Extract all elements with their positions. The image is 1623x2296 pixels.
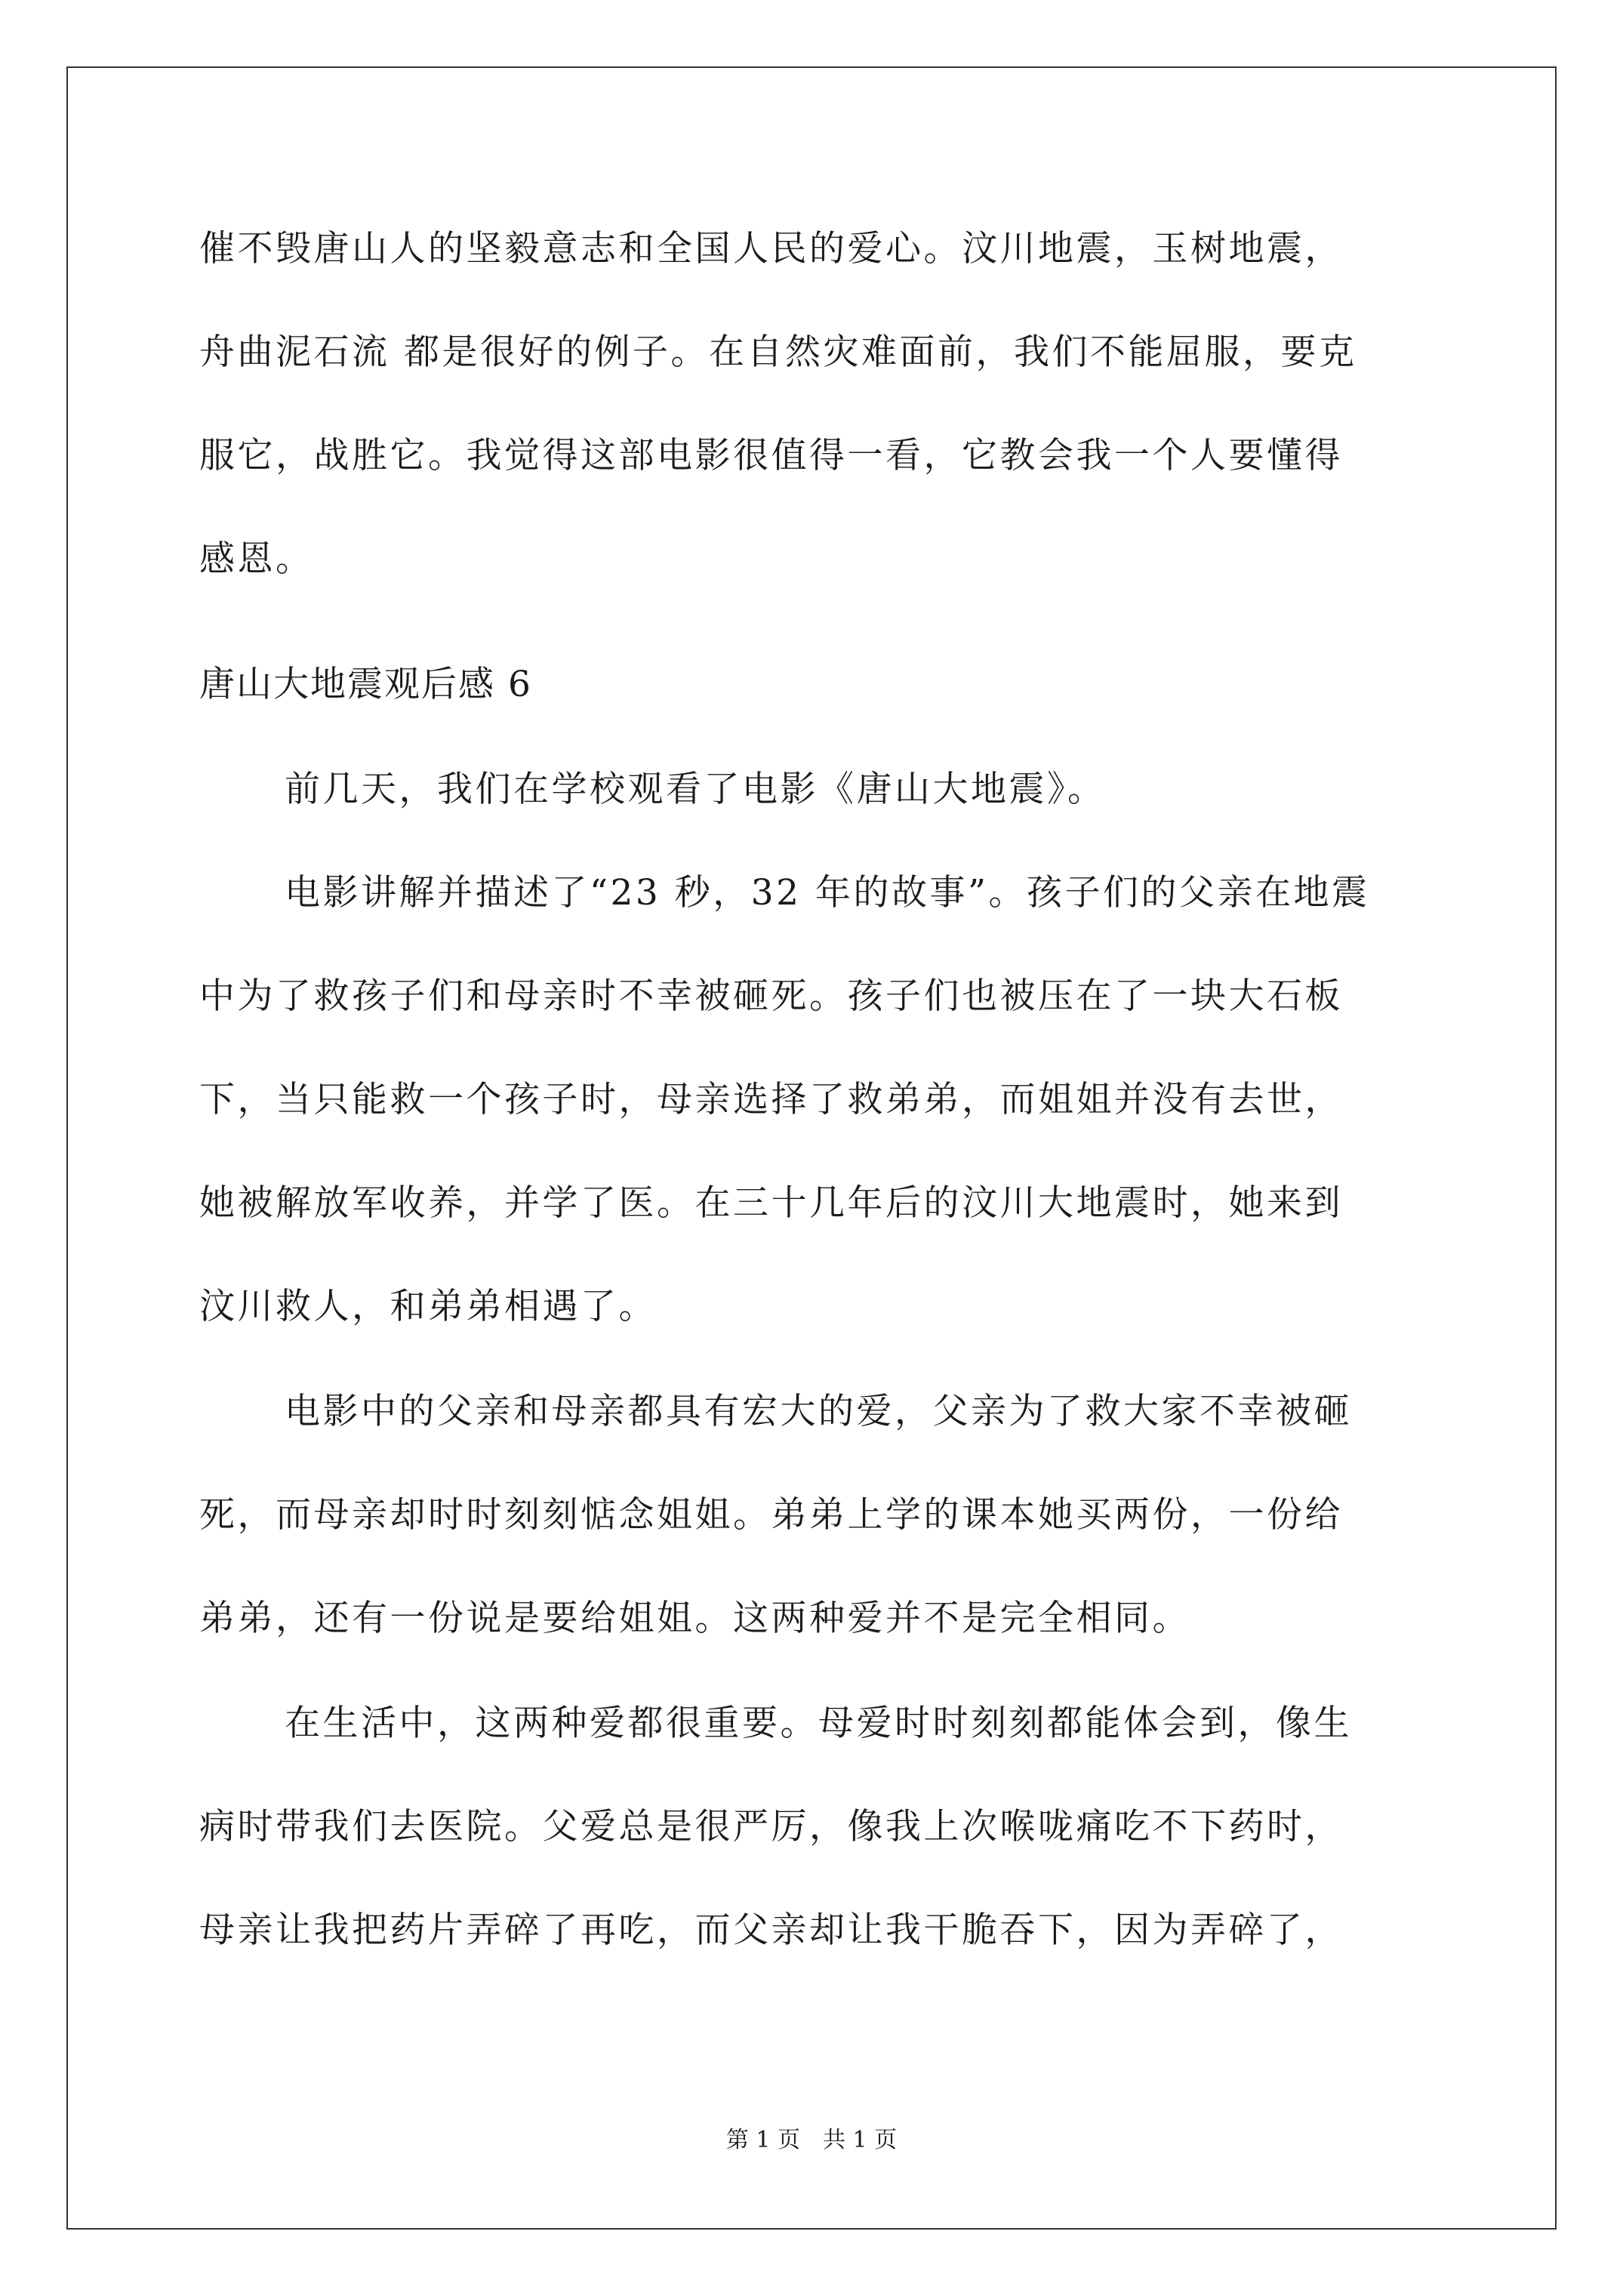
body-line: 前几天，我们在学校观看了电影《唐山大地震》。 <box>285 769 1106 810</box>
page-number: 第 1 页 <box>725 2127 800 2153</box>
body-line: 弟弟，还有一份说是要给姐姐。这两种爱并不是完全相同。 <box>199 1598 1190 1639</box>
body-line: 母亲让我把药片弄碎了再吃，而父亲却让我干脆吞下，因为弄碎了， <box>199 1909 1343 1951</box>
body-line: 下，当只能救一个孩子时，母亲选择了救弟弟，而姐姐并没有去世， <box>199 1079 1343 1120</box>
section-heading: 唐山大地震观后感 6 <box>199 664 532 705</box>
page-frame <box>66 66 1557 2230</box>
body-line: 催不毁唐山人的坚毅意志和全国人民的爱心。汶川地震，玉树地震， <box>199 228 1343 270</box>
body-line: 电影中的父亲和母亲都具有宏大的爱，父亲为了救大家不幸被砸 <box>285 1391 1352 1432</box>
body-line: 感恩。 <box>199 538 314 580</box>
body-line: 死，而母亲却时时刻刻惦念姐姐。弟弟上学的课本她买两份，一份给 <box>199 1494 1343 1536</box>
page-total: 共 1 页 <box>823 2127 898 2153</box>
body-line: 舟曲泥石流 都是很好的例子。在自然灾难面前，我们不能屈服，要克 <box>199 331 1357 373</box>
body-line: 服它，战胜它。我觉得这部电影很值得一看，它教会我一个人要懂得 <box>199 435 1343 476</box>
page-footer <box>0 2125 1623 2156</box>
body-line: 中为了救孩子们和母亲时不幸被砸死。孩子们也被压在了一块大石板 <box>199 975 1343 1017</box>
body-line: 汶川救人，和弟弟相遇了。 <box>199 1286 657 1327</box>
body-line: 病时带我们去医院。父爱总是很严厉，像我上次喉咙痛吃不下药时， <box>199 1806 1343 1848</box>
body-line: 电影讲解并描述了“23 秒，32 年的故事”。孩子们的父亲在地震 <box>285 872 1370 914</box>
body-line: 在生活中，这两种爱都很重要。母爱时时刻刻都能体会到，像生 <box>285 1703 1352 1744</box>
body-line: 她被解放军收养，并学了医。在三十几年后的汶川大地震时，她来到 <box>199 1182 1343 1224</box>
